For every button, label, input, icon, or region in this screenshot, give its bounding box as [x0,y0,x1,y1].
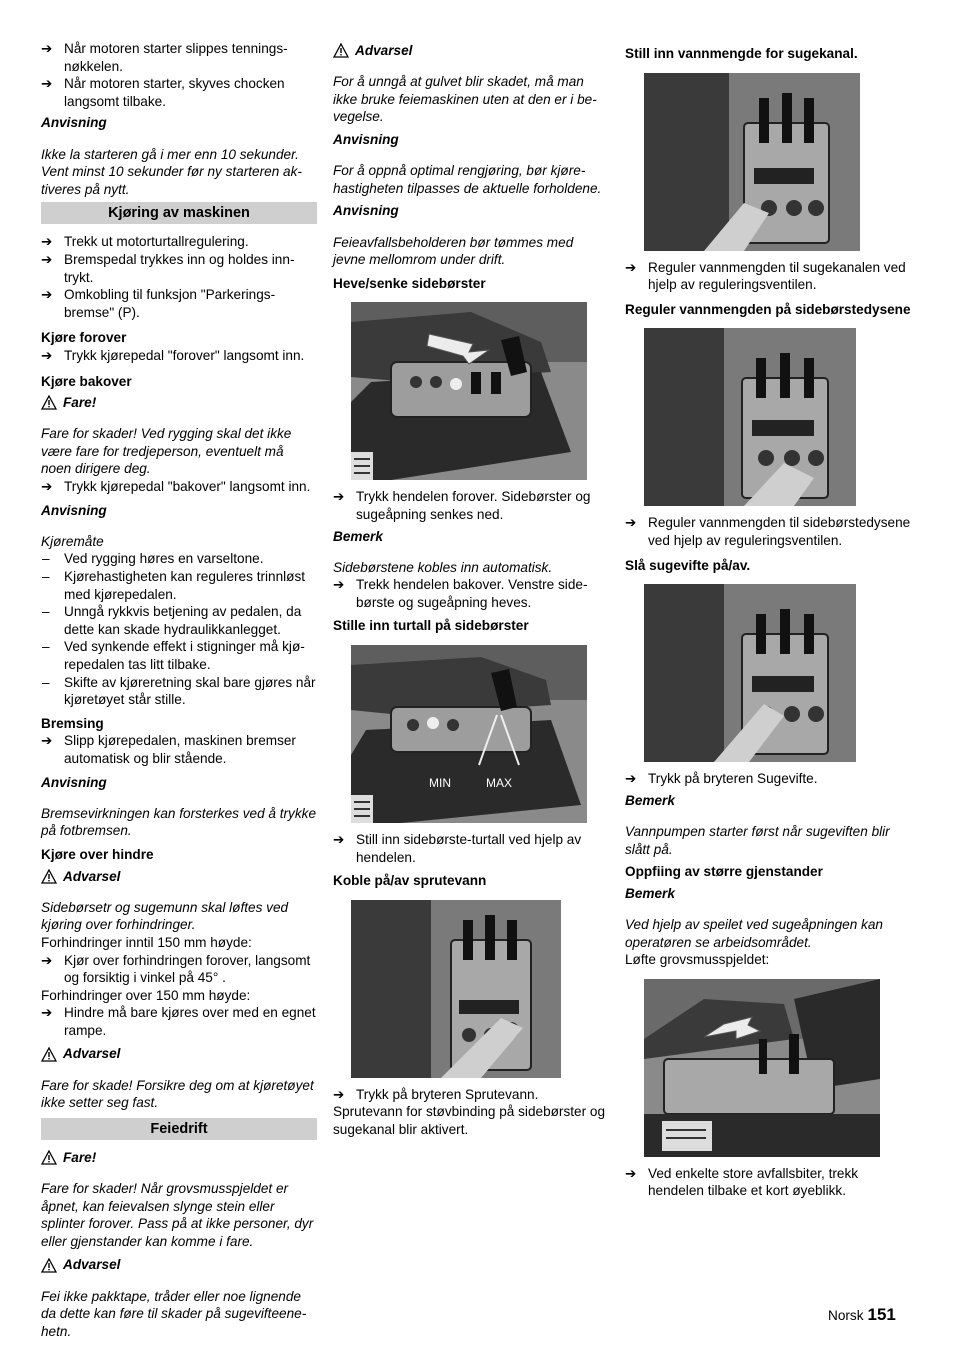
arrow-right-icon: ➔ [625,771,637,787]
note-title: Anvisning [41,115,107,131]
list-item: – Ved synkende effekt i stigninger må kjørepedalen tas litt tilbake. [42,639,305,672]
remark-text: Vannpumpen starter først når sugeviften blir slått på. [625,823,890,857]
subheading: Still inn vannmengde for sugekanal. [625,46,858,61]
note-text: Feieavfallsbeholderen bør tømmes med jevne mellomrom under drift. [333,234,574,268]
list-item: ➔ Slipp kjørepedalen, maskinen bremser automatisk og blir stående. [41,733,296,766]
note-text: Ikke la starteren gå i mer enn 10 sekunder. Vent minst 10 sekunder før ny starteren aktiveres på nytt. [41,146,302,197]
column-left [41,40,317,1340]
arrow-right-icon: ➔ [625,1165,637,1181]
list-item: ➔ Kjør over forhindringen forover, langsomt og forsiktig i vinkel på 45° . [41,952,311,986]
note-title: Anvisning [333,131,399,147]
subheading: Kjøre bakover [41,373,132,389]
warning-title: Advarsel [41,1045,317,1063]
arrow-right-icon: ➔ [625,515,637,531]
photo-side-brush-valve [644,328,856,506]
note-title: Anvisning [333,203,399,219]
subheading: Bremsing [41,715,104,731]
warning-text: Fare for skade! Forsikre deg om at kjøretøyet ikke setter seg fast. [41,1077,314,1111]
arrow-right-icon: ➔ [41,733,53,749]
min-label: MIN [429,776,451,791]
note-title: Anvisning [41,502,107,518]
paragraph: Sprutevann for støvbinding på sidebørster og sugekanal blir aktivert. [333,1104,606,1138]
arrow-right-icon: ➔ [625,259,637,275]
arrow-right-icon: ➔ [41,347,53,363]
warning-triangle-icon [41,1047,57,1062]
remark-title: Bemerk [625,885,675,901]
list-item: ➔ Trykk på bryteren Sugevifte. [625,771,818,787]
arrow-right-icon: ➔ [333,577,345,593]
arrow-right-icon: ➔ [41,251,53,267]
section-heading: Kjøring av maskinen [41,202,317,224]
max-label: MAX [486,776,513,791]
subheading: Kjøre forover [41,330,127,346]
note-title: Anvisning [41,774,107,790]
warning-text: For å unngå at gulvet blir skadet, må man ikke bruke feiemaskinen uten at den er i bevegelse. [333,74,597,125]
danger-text: Fare for skader! Når grovsmusspjeldet er åpnet, kan feievalsen slynge stein eller splinter forover. Pass på at ikke personer, dyr eller gjenstander kan komme i fare. [41,1181,314,1249]
subheading: Stille inn turtall på sidebørster [333,618,529,634]
danger-title: Fare! [41,394,317,412]
remark-text: Ved hjelp av speilet ved sugeåpningen kan operatøren se arbeidsområdet. [625,916,883,950]
photo-suction-water-valve [644,73,860,251]
list-item: ➔ Trykk på bryteren Sprutevann. [333,1086,539,1102]
list-item: – Unngå rykkvis betjening av pedalen, da dette kan skade hydraulikkanlegget. [42,604,302,637]
list-item: – Ved rygging høres en varseltone. [42,551,264,567]
warning-title: Advarsel [41,868,317,886]
arrow-right-icon: ➔ [333,1086,345,1102]
subheading: Kjøre over hindre [41,846,154,862]
list-item: ➔ Omkobling til funksjon "Parkeringsbremse" (P). [41,287,276,320]
subheading: Oppfiing av større gjenstander [625,864,823,880]
warning-title: Advarsel [333,42,609,60]
arrow-right-icon: ➔ [41,234,53,250]
subheading: Reguler vannmengden på sidebørstedysene [625,301,911,317]
list-item: ➔ Trekk ut motorturtallregulering. [41,234,249,250]
list-item: ➔ Når motoren starter, skyves chocken langsomt tilbake. [41,76,285,109]
paragraph: Løfte grovsmusspjeldet: [625,952,770,968]
list-item: ➔ Når motoren starter slippes tenningsnøkkelen. [41,41,288,74]
subheading: Heve/senke sidebørster [333,275,486,291]
list-item: – Skifte av kjøreretning skal bare gjøres når kjøretøyet står stille. [42,674,316,708]
danger-text: Fare for skader! Ved rygging skal det ikke være fare for tredjeperson, eventuelt må noen dirigere deg. [41,426,292,477]
warning-triangle-icon [41,1258,57,1273]
column-right [625,40,915,1200]
note-subtitle: Kjøremåte [41,533,104,549]
list-item: ➔ Still inn sidebørste-turtall ved hjelp av hendelen. [333,832,582,865]
warning-text: Fei ikke pakktape, tråder eller noe lignende da dette kan føre til skader på sugevifteenehetn. [41,1288,307,1339]
list-item: ➔ Reguler vannmengden til sugekanalen ved hjelp av reguleringsventilen. [625,259,906,293]
arrow-right-icon: ➔ [41,952,53,968]
list-item: ➔ Trekk hendelen bakover. Venstre sidebørste og sugeåpning heves. [333,577,588,610]
remark-title: Bemerk [625,792,675,808]
arrow-right-icon: ➔ [41,287,53,303]
photo-suction-fan-switch [644,584,856,762]
list-item: ➔ Reguler vannmengden til sidebørstedysene ved hjelp av reguleringsventilen. [625,515,911,548]
arrow-right-icon: ➔ [41,479,53,495]
paragraph: Forhindringer inntil 150 mm høyde: [41,934,252,950]
subheading: Koble på/av sprutevann [333,873,487,889]
photo-speed-lever [351,645,587,823]
warning-triangle-icon [41,869,57,884]
list-item: ➔ Trykk kjørepedal "forover" langsomt inn. [41,347,305,363]
list-item: – Kjørehastigheten kan reguleres trinnløst med kjørepedalen. [42,569,306,602]
photo-flap-lever [644,979,880,1157]
list-item: ➔ Trykk hendelen forover. Sidebørster og sugeåpning senkes ned. [333,489,591,522]
arrow-right-icon: ➔ [41,76,53,92]
warning-title: Advarsel [41,1256,317,1274]
list-item: ➔ Bremspedal trykkes inn og holdes inntrykt. [41,251,295,285]
warning-triangle-icon [41,395,57,410]
photo-spray-switch [351,900,561,1078]
page-number: 151 [867,1305,896,1324]
arrow-right-icon: ➔ [333,832,345,848]
list-item: ➔ Trykk kjørepedal "bakover" langsomt inn. [41,479,311,495]
subheading: Slå sugevifte på/av. [625,557,751,573]
remark-text: Sidebørstene kobles inn automatisk. [333,559,553,575]
danger-title: Fare! [41,1149,317,1167]
arrow-right-icon: ➔ [41,41,53,56]
warning-triangle-icon [333,43,349,58]
list-item: ➔ Ved enkelte store avfallsbiter, trekk hendelen tilbake et kort øyeblikk. [625,1165,859,1199]
warning-triangle-icon [41,1150,57,1165]
note-text: For å oppnå optimal rengjøring, bør kjørehastigheten tilpasses de aktuelle forholdene. [333,163,602,196]
warning-text: Sidebørsetr og sugemunn skal løftes ved kjøring over forhindringer. [41,899,289,933]
arrow-right-icon: ➔ [333,489,345,505]
footer-language: Norsk [828,1308,864,1323]
list-item: ➔ Hindre må bare kjøres over med en egnet rampe. [41,1005,316,1038]
section-heading: Feiedrift [41,1118,317,1140]
paragraph: Forhindringer over 150 mm høyde: [41,987,251,1003]
arrow-right-icon: ➔ [41,1005,53,1021]
remark-title: Bemerk [333,528,383,544]
note-text: Bremsevirkningen kan forsterkes ved å trykke på fotbremsen. [41,805,317,839]
column-middle [333,40,609,1139]
photo-lever-forward [351,302,587,480]
page-footer [828,1306,896,1325]
